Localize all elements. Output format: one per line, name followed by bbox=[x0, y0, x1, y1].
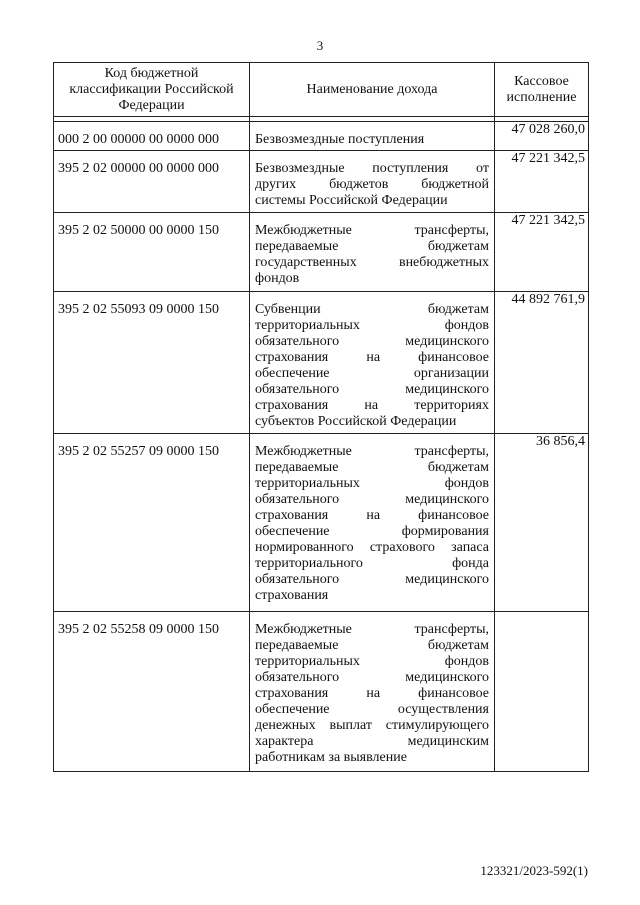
table-row bbox=[54, 213, 589, 292]
cash-execution-amount: 36 856,4 bbox=[495, 434, 589, 612]
revenue-name-line: Безвозмездные поступления bbox=[255, 132, 425, 147]
revenue-name bbox=[250, 122, 495, 151]
revenue-name-line: Межбюджетные трансферты, bbox=[255, 444, 489, 459]
cash-execution-amount: 47 028 260,0 bbox=[495, 122, 589, 151]
revenue-name bbox=[250, 434, 495, 612]
table-body bbox=[54, 122, 589, 772]
table-row bbox=[54, 122, 589, 151]
revenue-name-line: Межбюджетные трансферты, bbox=[255, 223, 489, 238]
revenue-name-line: обязательного медицинского bbox=[255, 334, 489, 349]
header-code: Код бюджетной классификации Российской Федерации bbox=[54, 63, 250, 117]
cash-execution-amount: 47 221 342,5 bbox=[495, 151, 589, 213]
revenue-name-line: передаваемые бюджетам bbox=[255, 460, 489, 475]
table-row bbox=[54, 292, 589, 434]
revenue-name-line: обеспечение организации bbox=[255, 366, 489, 381]
table-row bbox=[54, 434, 589, 612]
header-name: Наименование дохода bbox=[250, 63, 495, 117]
cash-execution-amount bbox=[495, 612, 589, 772]
revenue-name-line: Межбюджетные трансферты, bbox=[255, 622, 489, 637]
revenue-name bbox=[250, 292, 495, 434]
page-number: 3 bbox=[316, 38, 324, 53]
revenue-name-line: территориальных фондов bbox=[255, 654, 489, 669]
revenue-name-line: системы Российской Федерации bbox=[255, 193, 448, 208]
revenue-name-line: передаваемые бюджетам bbox=[255, 638, 489, 653]
revenue-name-line: территориальных фондов bbox=[255, 476, 489, 491]
revenue-name-line: обязательного медицинского bbox=[255, 492, 489, 507]
budget-code: 395 2 02 55093 09 0000 150 bbox=[54, 292, 250, 434]
table-row bbox=[54, 612, 589, 772]
revenue-name-line: страхования на территориях bbox=[255, 398, 489, 413]
revenue-name-line: территориальных фондов bbox=[255, 318, 489, 333]
revenue-name-line: обязательного медицинского bbox=[255, 382, 489, 397]
table-header-row bbox=[54, 63, 589, 117]
budget-code: 000 2 00 00000 00 0000 000 bbox=[54, 122, 250, 151]
revenue-name-line: передаваемые бюджетам bbox=[255, 239, 489, 254]
revenue-name-line: нормированного страхового запаса bbox=[255, 540, 489, 555]
revenue-name-line: характера медицинским bbox=[255, 734, 489, 749]
budget-code: 395 2 02 50000 00 0000 150 bbox=[54, 213, 250, 292]
revenue-name-line: Субвенции бюджетам bbox=[255, 302, 489, 317]
revenue-name-line: обеспечение осуществления bbox=[255, 702, 489, 717]
revenue-name-line: страхования на финансовое bbox=[255, 350, 489, 365]
revenue-name-line: субъектов Российской Федерации bbox=[255, 414, 457, 429]
revenue-name-line: государственных внебюджетных bbox=[255, 255, 489, 270]
revenue-name bbox=[250, 213, 495, 292]
table-row bbox=[54, 151, 589, 213]
revenue-name-line: обязательного медицинского bbox=[255, 670, 489, 685]
budget-revenue-table bbox=[53, 62, 589, 772]
header-amount: Кассовое исполнение bbox=[495, 63, 589, 117]
revenue-name-line: денежных выплат стимулирующего bbox=[255, 718, 489, 733]
revenue-name-line: работникам за выявление bbox=[255, 750, 407, 765]
revenue-name-line: страхования на финансовое bbox=[255, 686, 489, 701]
revenue-name-line: других бюджетов бюджетной bbox=[255, 177, 489, 192]
cash-execution-amount: 47 221 342,5 bbox=[495, 213, 589, 292]
revenue-name-line: территориального фонда bbox=[255, 556, 489, 571]
revenue-name-line: обязательного медицинского bbox=[255, 572, 489, 587]
revenue-name-line: страхования на финансовое bbox=[255, 508, 489, 523]
revenue-name-line: обеспечение формирования bbox=[255, 524, 489, 539]
budget-code: 395 2 02 55257 09 0000 150 bbox=[54, 434, 250, 612]
revenue-name bbox=[250, 612, 495, 772]
revenue-name-line: страхования bbox=[255, 588, 329, 603]
cash-execution-amount: 44 892 761,9 bbox=[495, 292, 589, 434]
document-number: 123321/2023-592(1) bbox=[480, 863, 588, 878]
revenue-name-line: Безвозмездные поступления от bbox=[255, 161, 489, 176]
budget-code: 395 2 02 00000 00 0000 000 bbox=[54, 151, 250, 213]
revenue-name-line: фондов bbox=[255, 271, 300, 286]
revenue-name bbox=[250, 151, 495, 213]
budget-code: 395 2 02 55258 09 0000 150 bbox=[54, 612, 250, 772]
